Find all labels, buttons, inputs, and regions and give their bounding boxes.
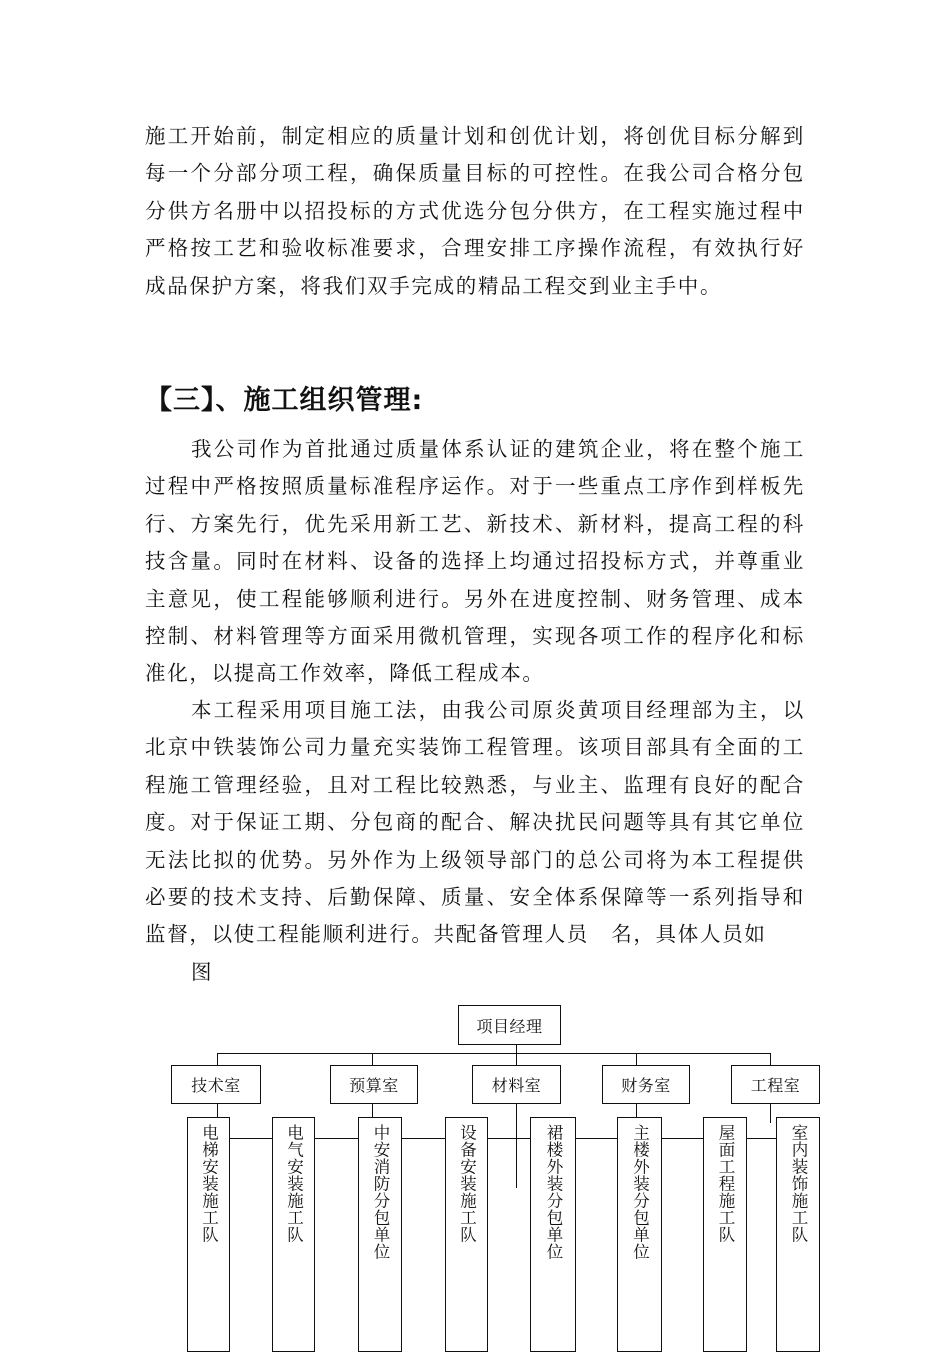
org-node-team-fire	[358, 1117, 402, 1352]
paragraph-organization: 我公司作为首批通过质量体系认证的建筑企业，将在整个施工过程中严格按照质量标准程序运作。对于一些重点工序作到样板先行、方案先行，优先采用新工艺、新技术、新材料，提高工程的科技含量。同时在材料、设备的选择上均通过招投标方式，并尊重业主意见，使工程能够顺利进行。另外在进度控制、财务管理、成本控制、材料管理等方面采用微机管理，实现各项工作的程序化和标准化，以提高工作效率，降低工程成本。	[145, 437, 805, 686]
org-node-team-podium-facade	[530, 1117, 576, 1352]
figure-label: 图	[191, 960, 212, 984]
org-node-team-roof	[703, 1117, 747, 1352]
team-label: 电气安装施工队	[284, 1124, 304, 1243]
org-node-material-office: 材料室	[472, 1065, 561, 1104]
org-node-project-manager: 项目经理	[458, 1005, 561, 1045]
team-label: 室内装饰施工队	[789, 1124, 808, 1243]
team-label: 主楼外装分包单位	[630, 1124, 650, 1260]
org-node-team-interior	[776, 1117, 820, 1352]
paragraph-quality-plan: 施工开始前，制定相应的质量计划和创优计划，将创优目标分解到每一个分部分项工程，确保质量目标的可控性。在我公司合格分包分供方名册中以招投标的方式优选分包分供方，在工程实施过程中严格按工艺和验收标准要求，合理安排工序操作流程，有效执行好成品保护方案，将我们双手完成的精品工程交到业主手中。	[145, 124, 805, 298]
paragraph-project-method: 本工程采用项目施工法，由我公司原炎黄项目经理部为主，以北京中铁装饰公司力量充实装饰工程管理。该项目部具有全面的工程施工管理经验，且对工程比较熟悉，与业主、监理有良好的配合度。对于保证工期、分包商的配合、解决扰民问题等具有其它单位无法比拟的优势。另外作为上级领导部门的总公司将为本工程提供必要的技术支持、后勤保障、质量、安全体系保障等一系列指导和监督，以使工程能顺利进行。共配备管理人员 名，具体人员如	[145, 698, 805, 947]
team-label: 屋面工程施工队	[716, 1124, 735, 1243]
team-label: 电梯安装施工队	[199, 1124, 219, 1243]
section-heading: 【三】、施工组织管理:	[145, 385, 424, 416]
connector-top-vertical	[516, 1028, 517, 1188]
connector-top-horizontal	[217, 1053, 770, 1054]
team-label: 设备安装施工队	[457, 1124, 477, 1243]
org-node-finance-office: 财务室	[602, 1065, 690, 1104]
org-node-team-elevator	[187, 1117, 230, 1352]
org-node-team-equipment	[445, 1117, 488, 1352]
org-node-team-tower-facade	[617, 1117, 662, 1352]
org-node-tech-office: 技术室	[171, 1065, 261, 1104]
org-node-engineering-office: 工程室	[731, 1065, 820, 1104]
org-node-budget-office: 预算室	[330, 1065, 418, 1104]
team-label: 中安消防分包单位	[371, 1124, 390, 1260]
org-node-team-electrical	[272, 1117, 315, 1352]
connector-dept5-down	[770, 1103, 771, 1123]
team-label: 裙楼外装分包单位	[544, 1124, 563, 1260]
